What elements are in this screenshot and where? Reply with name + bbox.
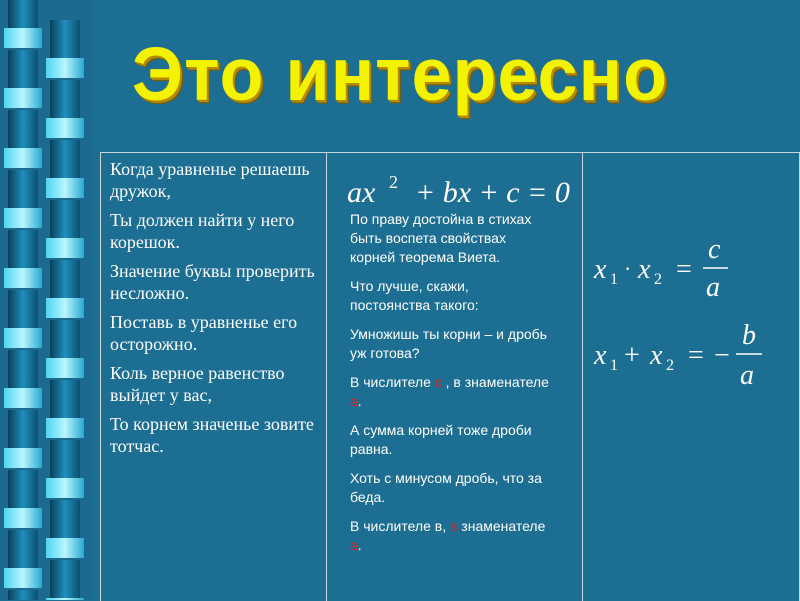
vieta-line: Умножишь ты корни – и дробь уж готова? (350, 326, 547, 361)
highlight-b: в (449, 518, 458, 534)
slide-title: Это интересно (131, 33, 669, 117)
highlight-a: а (350, 537, 358, 553)
poem-line: Значение буквы проверить несложно. (110, 261, 315, 303)
svg-text:+: + (624, 340, 640, 371)
eq-rest: + bx + c = 0 (415, 176, 570, 209)
svg-text:x: x (594, 340, 607, 371)
eq-exponent: 2 (389, 172, 398, 192)
svg-text:1: 1 (610, 271, 618, 288)
svg-text:=: = (676, 254, 692, 285)
svg-text:c: c (708, 234, 721, 265)
eq-term1: ax (347, 176, 376, 209)
product-formula (593, 234, 728, 303)
vieta-line: В числителе с , в знаменателе а. (350, 374, 549, 409)
svg-text:−: − (714, 340, 730, 371)
vieta-line: В числителе в, в знаменателе а. (350, 518, 546, 553)
svg-text:a: a (706, 272, 720, 303)
sum-formula (593, 320, 762, 391)
svg-text:b: b (742, 320, 756, 351)
svg-text:·: · (624, 256, 632, 281)
poem-line: Поставь в уравненье его осторожно. (110, 312, 298, 354)
svg-text:x: x (638, 254, 651, 285)
svg-text:1: 1 (610, 357, 618, 374)
poem-line: Ты должен найти у него корешок. (110, 210, 295, 252)
svg-text:x: x (594, 254, 607, 285)
svg-text:a: a (740, 360, 754, 391)
highlight-a: а (350, 393, 358, 409)
svg-text:x: x (650, 340, 663, 371)
svg-text:=: = (688, 340, 704, 371)
poem-line: Когда уравненье решаешь дружок, (110, 159, 310, 201)
vieta-line: Что лучше, скажи, постоянства такого: (350, 278, 479, 313)
quadratic-equation (345, 172, 575, 212)
vieta-poem (350, 210, 550, 565)
poem-line: То корнем значенье зовите тотчас. (110, 414, 314, 456)
highlight-c: с (434, 374, 442, 390)
svg-text:2: 2 (666, 357, 674, 374)
vieta-formulas (590, 228, 790, 403)
vieta-line: Хоть с минусом дробь, что за беда. (350, 470, 542, 505)
poem-column (110, 158, 320, 464)
svg-text:2: 2 (654, 271, 662, 288)
poem-line: Коль верное равенство выйдет у вас, (110, 363, 285, 405)
vieta-line: А сумма корней тоже дроби равна. (350, 422, 532, 457)
vieta-line: По праву достойна в стихах быть воспета свойствах корней теорема Виета. (350, 211, 532, 265)
